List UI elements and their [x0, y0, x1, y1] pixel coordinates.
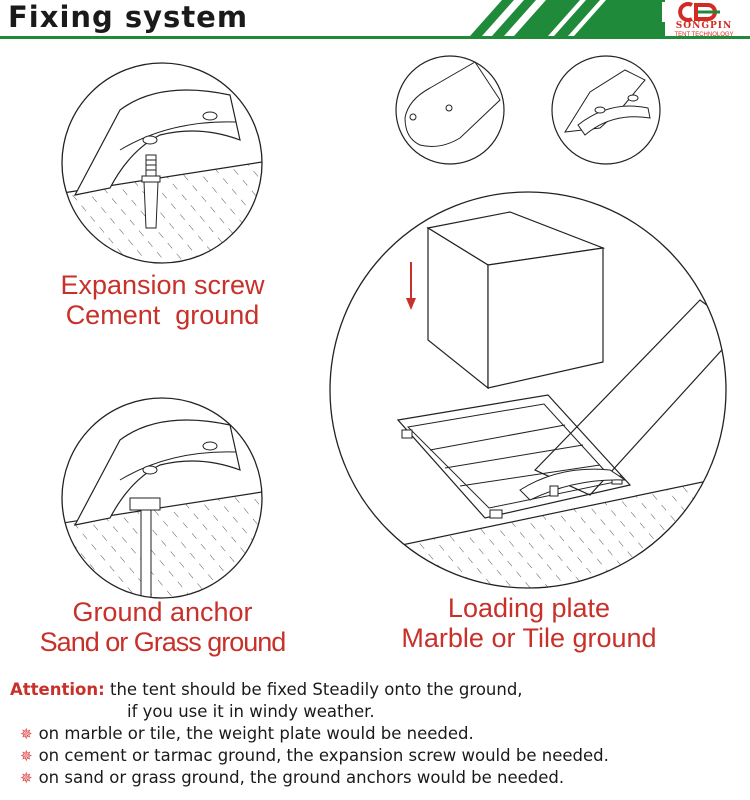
caption-expansion-title: Expansion screw — [60, 270, 265, 300]
attention-line-1: the tent should be fixed Steadily onto the ground, — [109, 680, 523, 699]
caption-expansion-ground: Cement ground — [65, 300, 260, 330]
caption-anchor-title: Ground anchor — [72, 597, 253, 627]
note-text: on marble or tile, the weight plate would be needed. — [38, 724, 474, 743]
logo-subtitle: TENT TECHNOLOGY — [674, 32, 734, 38]
note-bullet — [10, 767, 745, 789]
caption-expansion-screw — [40, 270, 285, 330]
note-text: on sand or grass ground, the ground anchors would be needed. — [38, 768, 565, 787]
note-bullet — [10, 745, 745, 767]
leg-foot-detail-figure — [396, 56, 504, 164]
caption-loading-plate — [370, 593, 688, 653]
note-bullet — [10, 723, 745, 745]
note-text: on cement or tarmac ground, the expansion screw would be needed. — [38, 746, 609, 765]
logo-name: SONGPIN — [675, 21, 733, 31]
attention-line-2: if you use it in windy weather. — [127, 702, 375, 721]
caption-ground-anchor — [20, 597, 305, 657]
caption-plate-title: Loading plate — [447, 593, 611, 623]
sun-bullet-icon: ✵ — [20, 747, 33, 765]
sun-bullet-icon: ✵ — [20, 725, 33, 743]
attention-label: Attention: — [10, 680, 105, 699]
attention-notes — [10, 679, 745, 789]
caption-plate-ground: Marble or Tile ground — [401, 623, 657, 653]
ground-anchor-figure — [50, 398, 275, 615]
caption-anchor-ground: Sand or Grass ground — [39, 627, 286, 657]
loading-plate-figure — [330, 192, 750, 600]
base-plate-detail-figure — [552, 56, 660, 164]
expansion-screw-figure — [50, 63, 275, 280]
page-title: Fixing system — [8, 0, 249, 34]
sun-bullet-icon: ✵ — [20, 769, 33, 787]
